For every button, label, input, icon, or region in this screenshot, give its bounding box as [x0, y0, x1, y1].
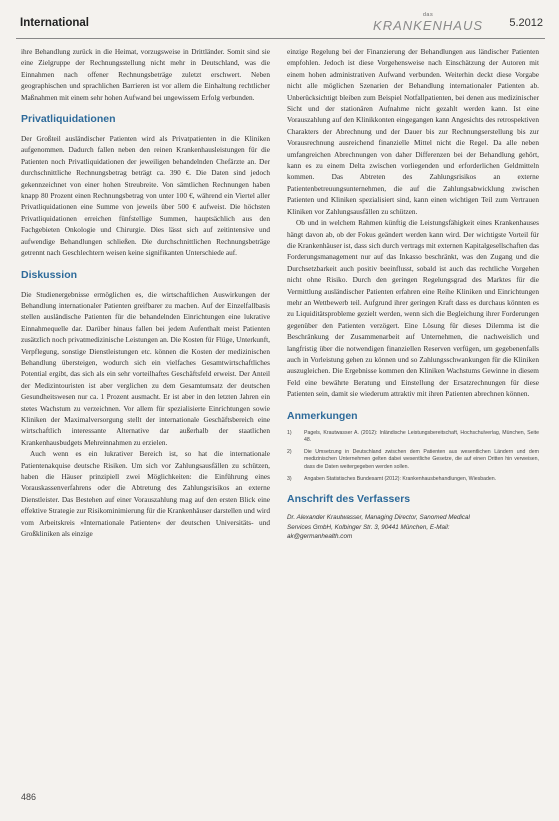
reference-item	[287, 476, 539, 484]
right-column	[287, 46, 539, 542]
page-header	[16, 14, 545, 36]
issue-number: 5.2012	[509, 17, 543, 29]
section-label: International	[20, 17, 90, 29]
reference-item	[287, 430, 539, 445]
heading-diskussion: Diskussion	[21, 268, 78, 281]
left-column	[21, 46, 270, 539]
paragraph: Ob und in welchem Rahmen künftig die Leistungsfähigkeit eines Krankenhauses hängt davon ab, ob der Fokus geändert werden kann wird. Der wichtigste Vorteil für die Krankenhäuser ist, dass sich durch vertrags mit externen Kapitalgesellschaften das Forderungsmanagement nur auf das Inkasso beschränkt, was den Zugang und die Durchsetzbarkeit auch positiv beeinflusst, sobald ist auch das rechtliche Vorgehen nicht ohne Risiko. Durch den geringen Regelungsgrad des Marktes für die Vermittlung ausländischer Patienten erfahren eine Reihe Kliniken und Einrichtungen mehr an Wettbewerb teil. Aufgrund ihrer geringen Kraft dass es durchaus könnten es zu Liquiditätsprobleme gezielt werden, wenn sich die Begleichung ihrer Forderungen gegenüber den Patienten verzögert. Eine Lösung für dieses Dilemma ist die Beschränkung der Zusammenarbeit auf Unternehmen, die nachweislich und langfristig über die notwendigen finanziellen Reserven verfügen, um gegebenenfalls auch in Vorleistung gehen zu können und so Zahlungsschwankungen für die Kliniken auszugleichen. Die Ergebnisse kommen den Kliniken Wachstums Gewinne in diesem Feld eine bewährte Beratung und Einstellung der Ersatzrechnungen für diese Patienten sein, damit sie wiederum attraktiv mit ihren Patienten abrechnen können.	[287, 218, 539, 399]
heading-anmerkungen: Anmerkungen	[287, 409, 358, 422]
reference-number: 3)	[287, 475, 292, 482]
header-divider	[16, 38, 545, 39]
author-email: ak@germanhealth.com	[287, 533, 353, 541]
page-number: 486	[21, 792, 37, 802]
paragraph: Der Großteil ausländischer Patienten wird als Privatpatienten in die Kliniken aufgenommen. Dadurch fallen neben den reinen Krankenhausleistungen für die Patienten noch Privatliquidationen der jeweiligen behandelnden Chefärzte an. Der durchschnittliche Rechnungsbetrag beträgt ca. 390 €. Die Daten sind jedoch gekennzeichnet von einer hohen Streubreite. Von sämtlichen Rechnungen haben knapp 80 Prozent einen Rechnungsbetrag von unter 100 €, während ein Viertel aller Privatliquidationen eine Summe von jeweils über 500 € aufweist. Die höchsten Privatliquidationen erreichen fünfstellige Summen, hauptsächlich aus den Fachgebieten Onkologie und Chirurgie. Dies lässt sich auf zeitintensive und aufwendige Behandlungen schließen. Die durchschnittlichen Rechnungsbeträge getrennt nach Geschlechtern weisen keine signifikanten Unterschiede auf.	[21, 134, 270, 258]
paragraph: einzige Regelung bei der Finanzierung der Behandlungen aus ländischer Patienten empfohlen. Jedoch ist diese Vorgehensweise nach Einschätzung der Autoren mit einem hohen administrativen Aufwand verbunden. Weiterhin deckt diese Vorgabe nicht alle möglichen Szenarien der Behandlung internationaler Patienten ab. Unberücksichtigt bleiben zum Beispiel Notfallpatienten, bei denen aus medizinischer Sicht und der stationären Aufnahme nicht gezahlt werden kann. Ist eine Vorauszahlung auf den Klinikkonten eingegangen kann Angesichts des retrospektiven Charakters der Abrechnung und der Dauer bis zur Rechnungserstellung bis zur Vorausrechnung ausreichend finanzielle Mittel nicht die Regel. Da alle neben umfangreichen Abrechnungen von daher Differenzen bei der Behandlung gehört, kann es zu einem Delta zwischen vorliegenden und erforderlichen Geldmitteln kommen. Das Abtreten des Zahlungsrisikos an externe Patientenbetreuungsunternehmen, die auf die Zahlungsabwicklung zwischen Patienten und Kliniken spezialisiert sind, kann einen wichtigen Teil zum Vertrauen Kliniken vor Zahlungsausfällen zu schützen.	[287, 47, 539, 216]
reference-number: 2)	[287, 448, 292, 455]
address-line: Dr. Alexander Krautwasser, Managing Director, Sanomed Medical	[287, 514, 470, 522]
journal-logo	[373, 12, 483, 33]
heading-privatliquidationen: Privatliquidationen	[21, 113, 116, 126]
paragraph: ihre Behandlung zurück in die Heimat, vorzugsweise in Drittländer. Somit sind sie eine Zielgruppe der Rechnungsstellung nicht mehr in Deutschland, was die Einnahmen nach offener Rechnungsbeträge zuletzt erschwert. Neben geographischen und sprachlichen Barrieren ist vor allem die Einhaltung rechtlicher Maßnahmen mit einem sehr hohen Aufwand bei ungewissem Erfolg verbunden.	[21, 47, 270, 102]
paragraph: Die Studienergebnisse ermöglichen es, die wirtschaftlichen Auswirkungen der Behandlung internationaler Patienten greifbarer zu machen. Auf der Einzelfallbasis stellen ausländische Patienten für die behandelnden Einrichtungen eine lukrative Einnahmequelle dar. Darüber hinaus fallen bei jedem Aufenthalt meist Patienten zusätzlich noch privatmedizinische Leistungen an. Die Kosten für Flüge, Unterkunft, Verpflegung, sonstige Dienstleistungen etc. können die Kosten der medizinischen Behandlung übersteigen, wodurch sich ein vielfaches Gesamtwirtschaftliches Potential ergibt, das sich als ein sehr vorteilhaftes Geschäftsfeld erweist. Der Anteil der Medizintouristen ist aber verglichen zu dem Gesamtumsatz der deutschen Gesundheitswesen nur ca. 1 Prozent ausmacht. Er ist aber in den letzten Jahren ein stetes Wachstum zu verzeichnen. Vor allem für spezialisierte Einrichtungen sowie Kliniken der Maximalversorgung stellt der internationale Geschäftsbereich eine wirtschaftlich interessante Alternative dar außerhalb der staatlichen Krankenhausbudgets Mehreinnahmen zu erzielen.	[21, 289, 270, 447]
reference-list	[287, 430, 539, 484]
journal-logo-name: KRANKENHAUS	[373, 18, 483, 33]
reference-text: Angaben Statistisches Bundesamt (2012): Krankenhausbehandlungen, Wiesbaden.	[304, 475, 497, 482]
reference-text: Die Umsetzung in Deutschland zwischen dem Patienten aus wesentlichen Ländern und dem medizinischen Unternehmen gelten dabei wesentliche Gesetze, die auf einen Dritten hin verweisen, dass die Daten weitergegeben werden sollen.	[304, 448, 539, 470]
paragraph: Auch wenn es ein lukrativer Bereich ist, so hat die internationale Patientenakquise deutsche Risiken. Um sich vor Zahlungsausfällen zu schützen, haben die Häuser prinzipiell zwei Möglichkeiten: die Einführung eines Vorauskassenverfahrens oder die Abtretung des Zahlungsrisikos an externe Dienstleister. Das Bestehen auf einer Vorauszahlung mag auf den ersten Blick eine effektive Strategie zur Risikominimierung für die Krankenhäuser darstellen und wird vom Arbeitskreis »Internationale Patienten« der deutschen Universitäts- und Großkliniken als einzige	[21, 449, 270, 539]
reference-number: 1)	[287, 429, 292, 436]
journal-logo-prefix: das	[422, 12, 434, 18]
reference-text: Pagels, Krautwasser A. (2012): Inländische Leistungsbereitschaft, Hochschulverlag, München, Seite 48.	[304, 429, 539, 444]
heading-anschrift: Anschrift des Verfassers	[287, 493, 411, 506]
address-line: Services GmbH, Kolbinger Str. 3, 90441 München, E-Mail:	[287, 523, 450, 531]
author-address	[287, 513, 539, 542]
reference-item	[287, 449, 539, 472]
